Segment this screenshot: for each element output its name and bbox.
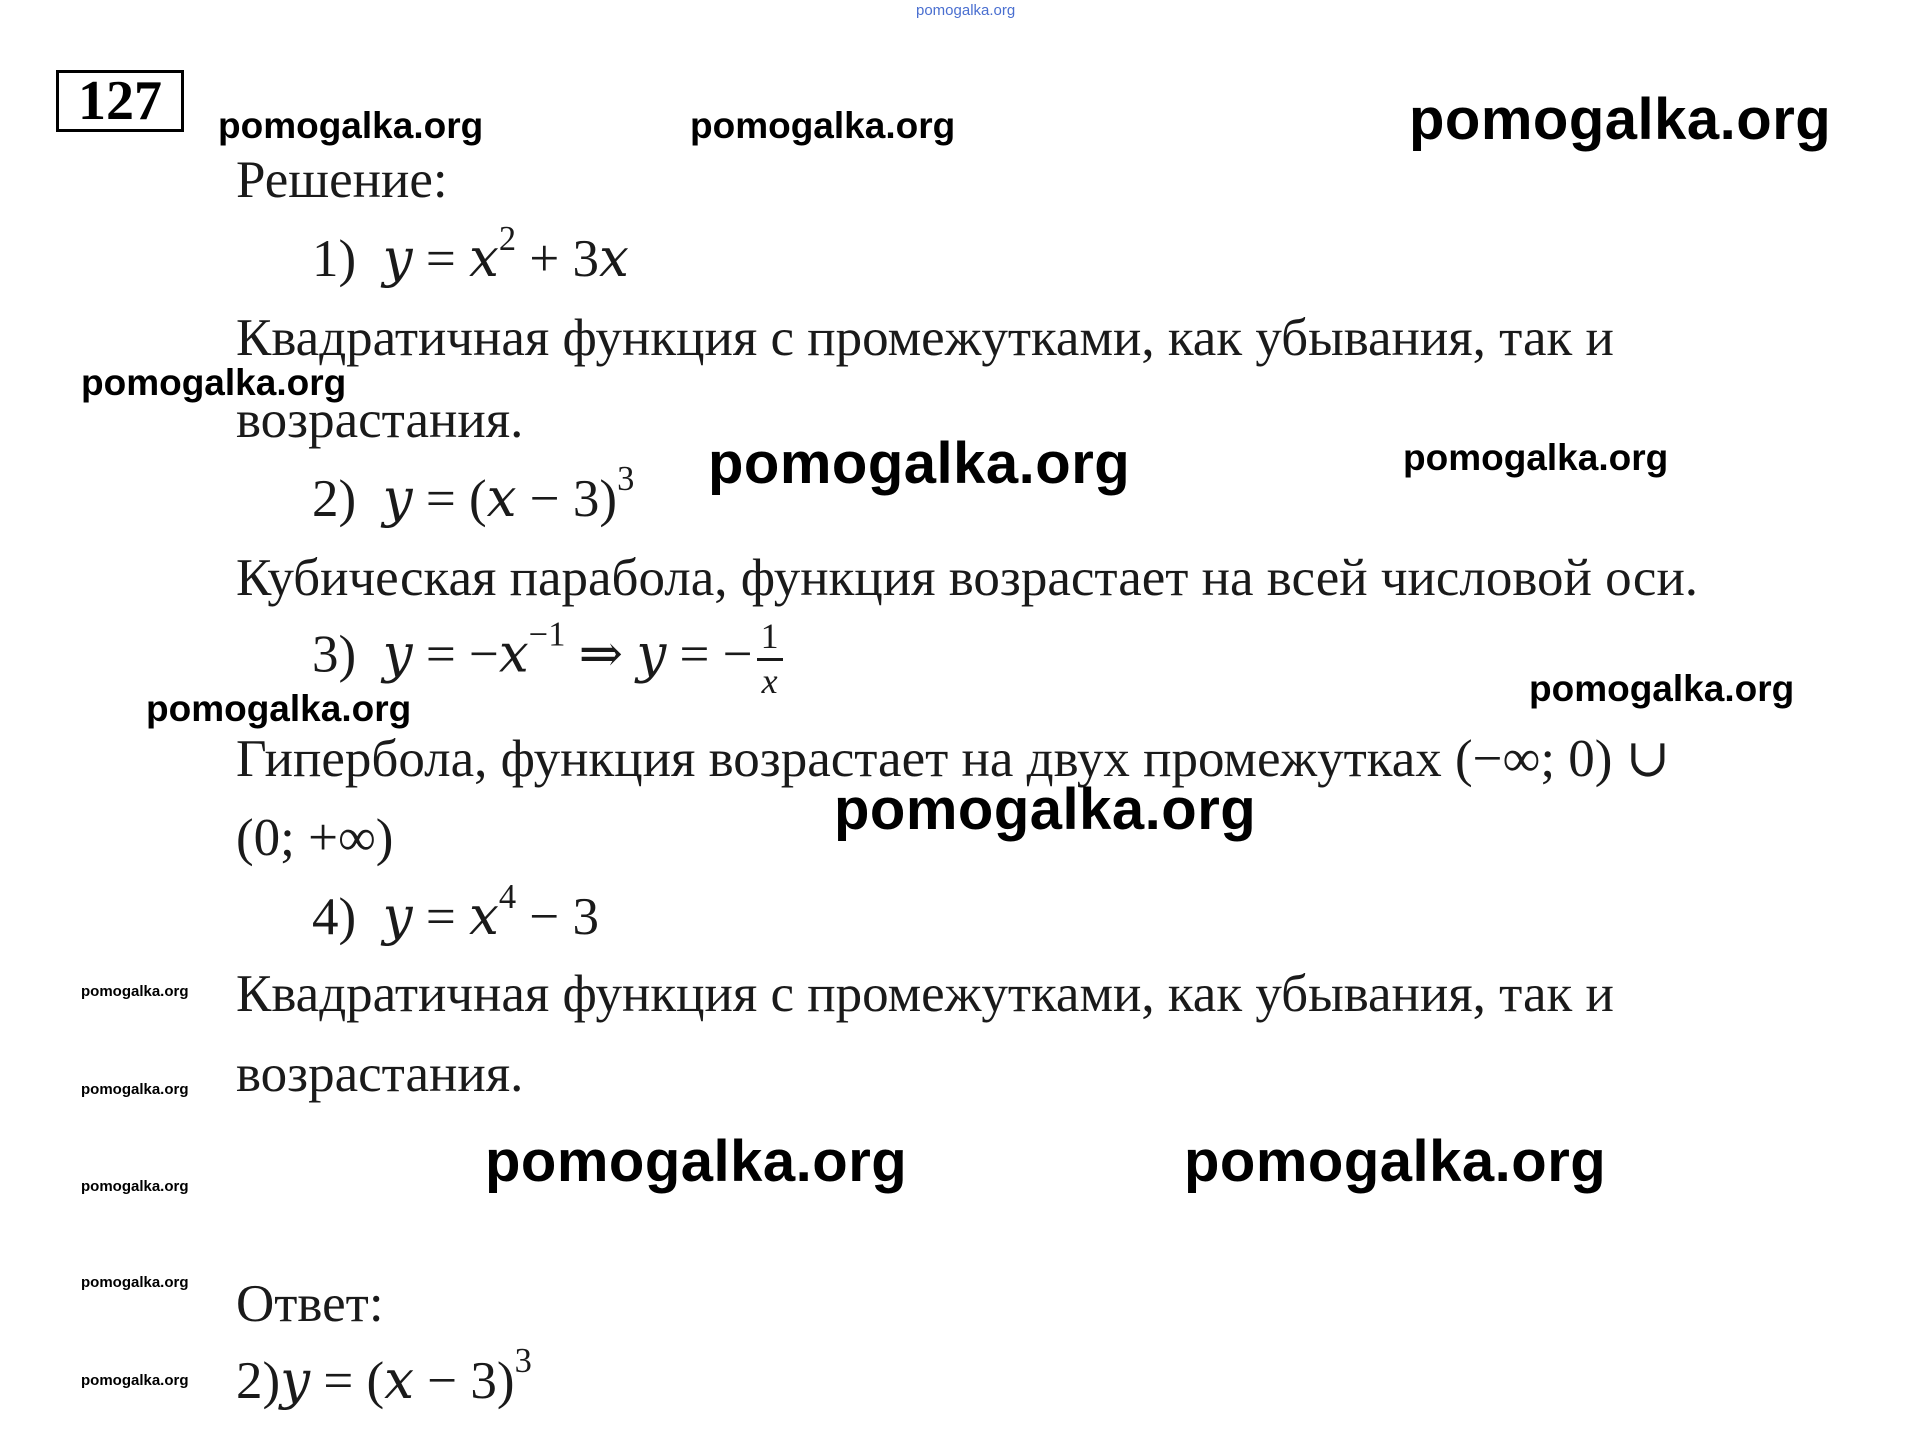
answer-formula xyxy=(236,1342,532,1411)
var: x xyxy=(384,1350,415,1411)
formula-term: + 3 xyxy=(529,230,599,288)
solution-label: Решение: xyxy=(236,151,448,209)
exponent: 3 xyxy=(514,1342,532,1381)
watermark: pomogalka.org xyxy=(1529,668,1795,709)
fraction-denominator: x xyxy=(761,660,778,701)
var: x xyxy=(486,468,517,529)
watermark: pomogalka.org xyxy=(81,1178,189,1195)
var: y xyxy=(382,886,413,947)
equals-sign: = xyxy=(679,625,710,684)
description-2: Кубическая парабола, функция возрастает на всей числовой оси. xyxy=(236,549,1699,607)
formula-term: − 3 xyxy=(529,888,599,946)
var: x xyxy=(498,623,529,685)
watermark-top: pomogalka.org xyxy=(916,2,1016,19)
description-3-line1: Гипербола, функция возрастает на двух промежутках (−∞; 0) ∪ xyxy=(236,730,1671,788)
exponent: 3 xyxy=(617,460,635,499)
description-4-line2: возрастания. xyxy=(236,1045,524,1103)
watermark: pomogalka.org xyxy=(1403,437,1669,478)
watermark: pomogalka.org xyxy=(834,777,1257,842)
item-label: 4) xyxy=(312,888,357,946)
item-label: 2) xyxy=(236,1352,281,1410)
equals-sign: = xyxy=(323,1352,354,1410)
formula-4 xyxy=(312,878,599,947)
var: x xyxy=(599,228,629,289)
description-1-line2: возрастания. xyxy=(236,391,524,449)
watermark: pomogalka.org xyxy=(81,1274,189,1291)
exponent: −1 xyxy=(528,615,566,654)
exponent: 4 xyxy=(498,878,517,917)
equals-sign: = xyxy=(425,625,456,684)
fraction-numerator: 1 xyxy=(757,618,783,661)
var: y xyxy=(636,623,667,685)
var: y xyxy=(382,623,413,685)
exponent: 2 xyxy=(498,220,517,259)
problem-number: 127 xyxy=(56,70,184,132)
equals-sign: = xyxy=(425,230,456,288)
minus-sign: − xyxy=(469,625,499,684)
var: y xyxy=(382,228,413,289)
equals-sign: = xyxy=(425,888,456,946)
formula-term: − 3) xyxy=(427,1352,515,1410)
watermark: pomogalka.org xyxy=(1184,1129,1607,1194)
formula-2 xyxy=(312,460,635,529)
watermark: pomogalka.org xyxy=(81,362,347,403)
fraction xyxy=(757,618,783,701)
watermark: pomogalka.org xyxy=(1409,87,1832,152)
formula-1 xyxy=(312,220,629,289)
watermark: pomogalka.org xyxy=(81,1081,189,1098)
watermark: pomogalka.org xyxy=(708,431,1131,496)
answer-label: Ответ: xyxy=(236,1275,384,1333)
equals-sign: = xyxy=(425,470,456,528)
item-label: 1) xyxy=(312,230,357,288)
var: y xyxy=(280,1350,311,1411)
watermark: pomogalka.org xyxy=(690,105,956,146)
minus-sign: − xyxy=(722,625,753,684)
formula-term: − 3) xyxy=(529,470,618,528)
paren: ( xyxy=(366,1352,385,1410)
watermark: pomogalka.org xyxy=(81,983,189,1000)
watermark: pomogalka.org xyxy=(146,688,412,729)
var: y xyxy=(382,468,413,529)
watermark: pomogalka.org xyxy=(81,1372,189,1389)
item-label: 2) xyxy=(312,470,357,528)
description-1-line1: Квадратичная функция с промежутками, как убывания, так и xyxy=(236,309,1614,367)
paren: ( xyxy=(469,470,487,528)
var: x xyxy=(469,228,499,289)
description-4-line1: Квадратичная функция с промежутками, как убывания, так и xyxy=(236,965,1614,1023)
item-label: 3) xyxy=(312,625,357,684)
description-3-line2: (0; +∞) xyxy=(236,809,394,867)
implies-arrow: ⇒ xyxy=(578,625,624,684)
watermark: pomogalka.org xyxy=(218,105,484,146)
watermark: pomogalka.org xyxy=(485,1129,908,1194)
var: x xyxy=(469,886,499,947)
